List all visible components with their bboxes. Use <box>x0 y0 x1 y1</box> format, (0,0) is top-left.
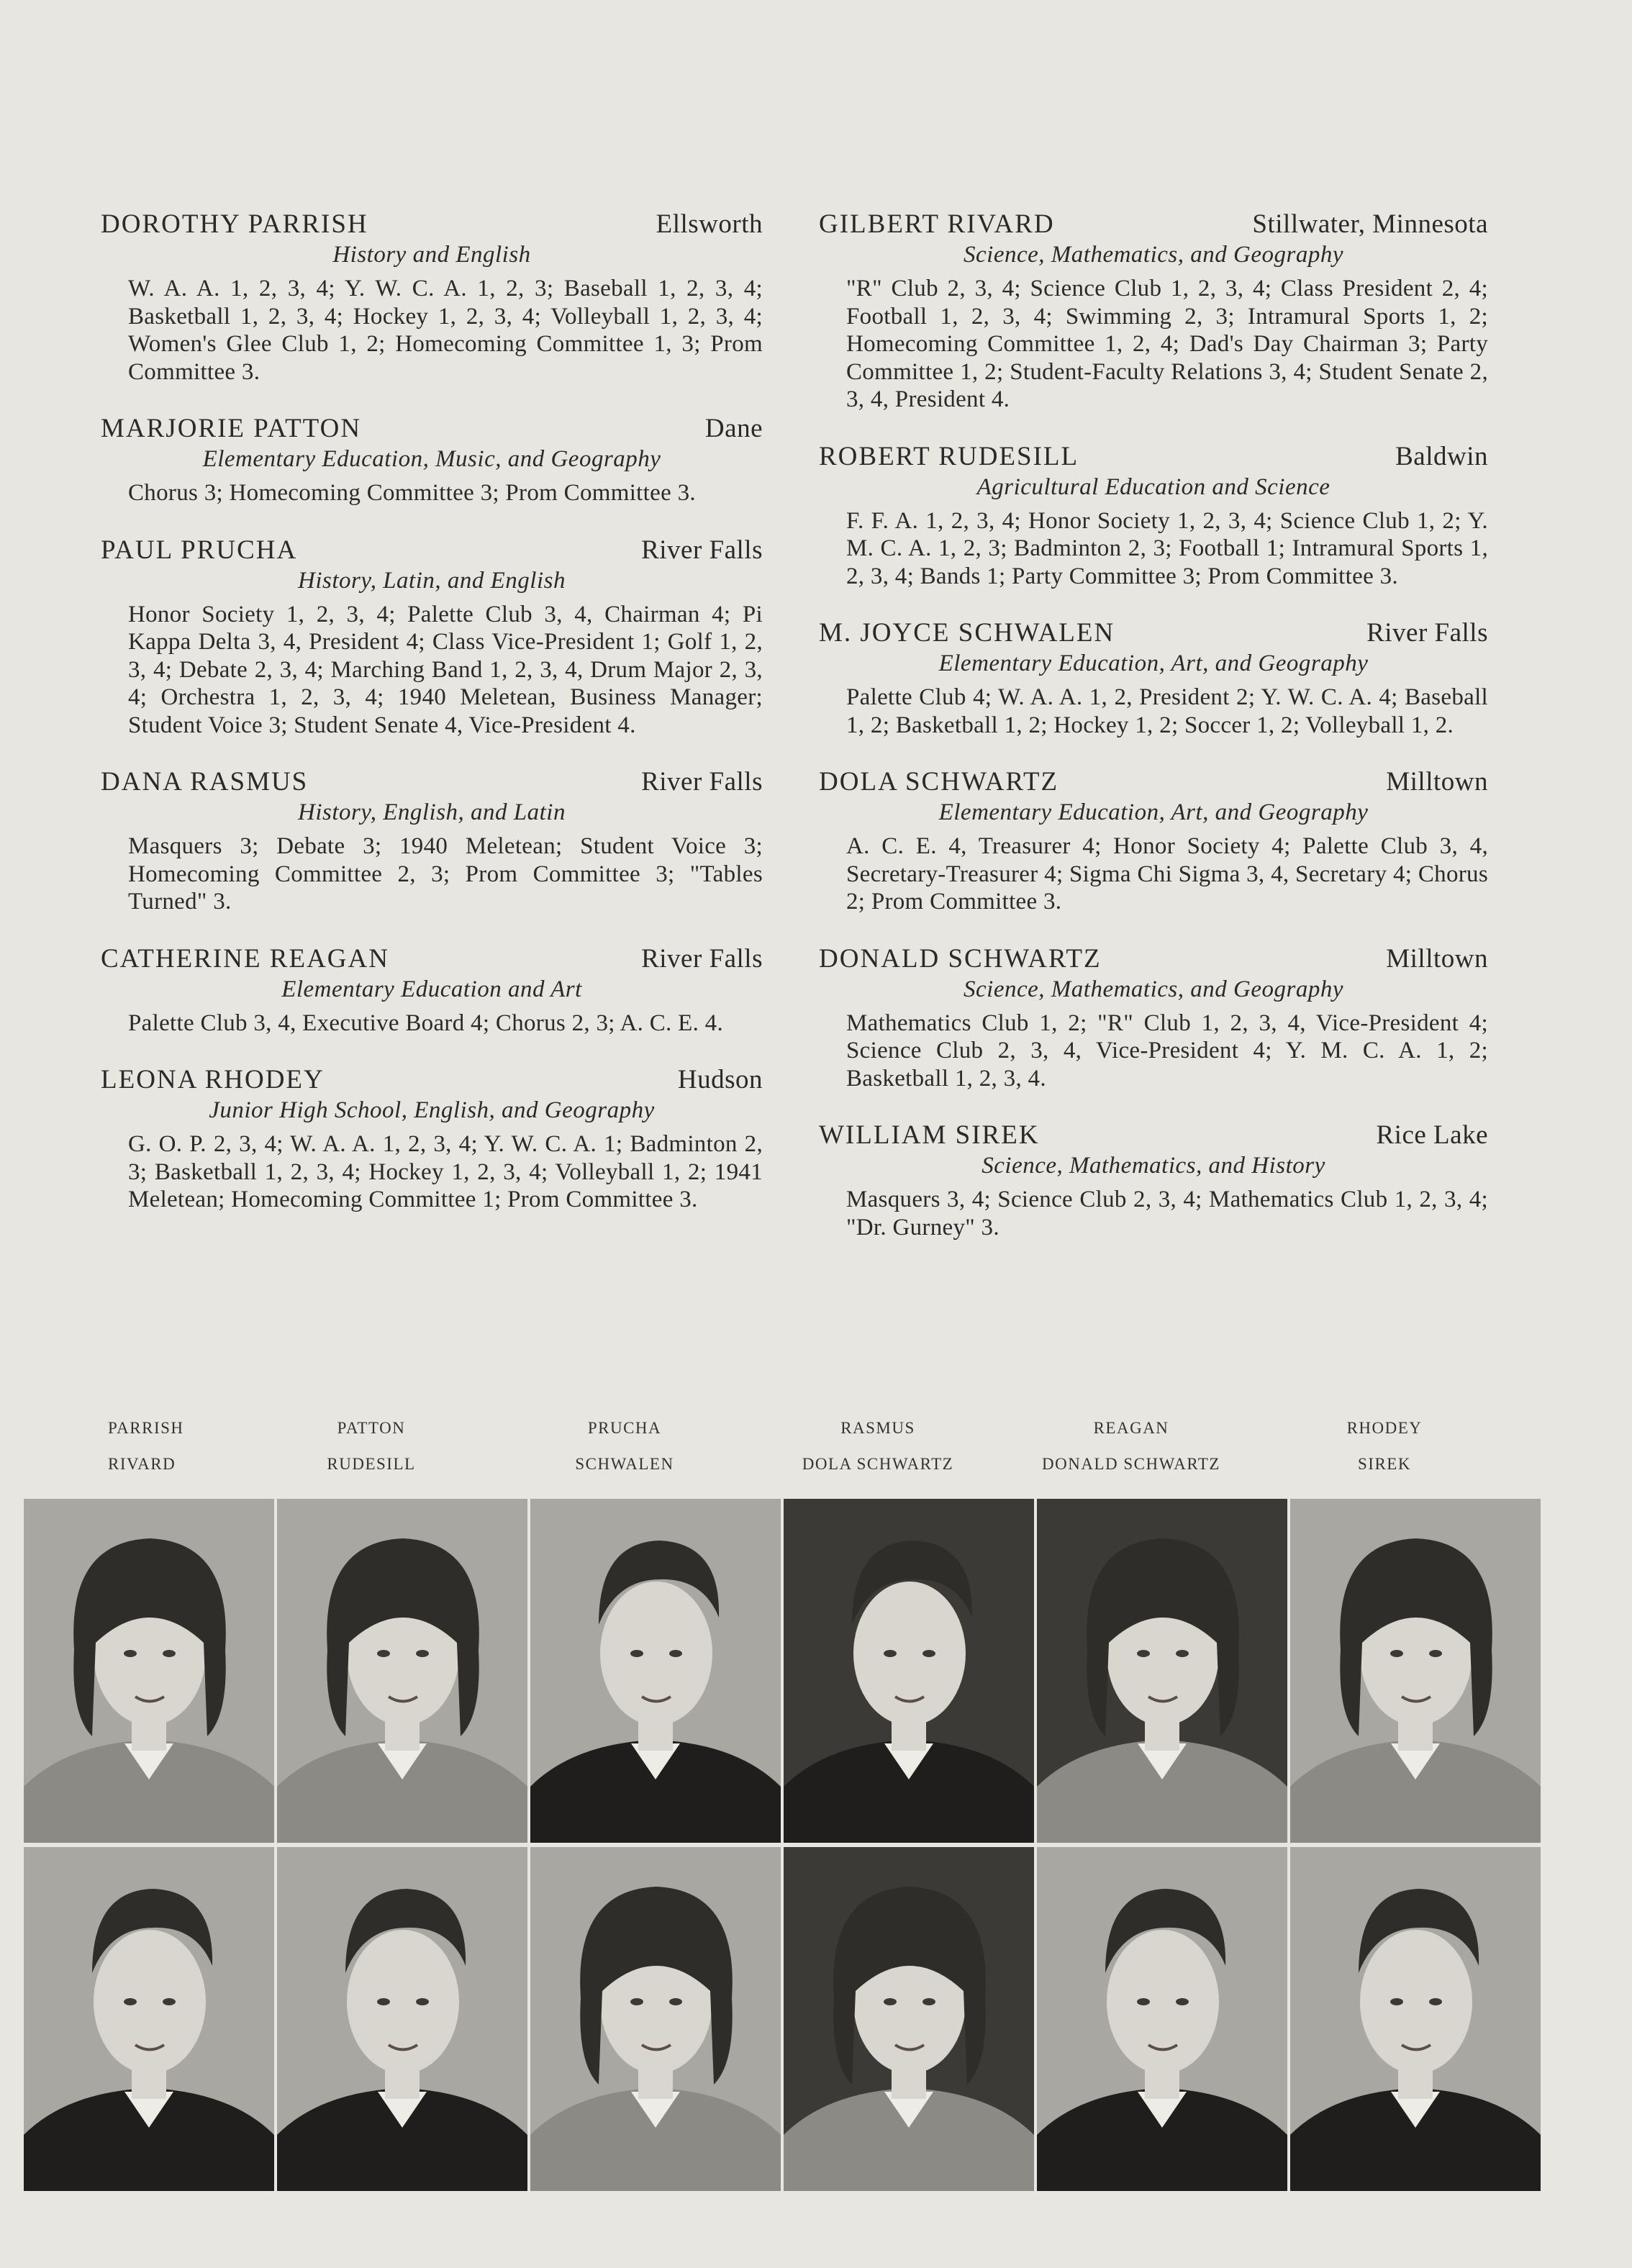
right-column <box>819 209 1488 1269</box>
student-hometown: Hudson <box>677 1065 763 1094</box>
student-major: Science, Mathematics, and Geography <box>964 242 1343 268</box>
student-entry <box>101 535 763 740</box>
student-portrait-photo <box>1037 1499 1287 1843</box>
student-entry <box>819 441 1488 591</box>
left-column <box>101 209 763 1241</box>
student-major: Agricultural Education and Science <box>976 473 1330 500</box>
student-hometown: Ellsworth <box>656 209 763 239</box>
student-hometown: River Falls <box>641 943 763 974</box>
student-hometown: River Falls <box>641 767 763 797</box>
photo-captions <box>29 1419 1612 1491</box>
photo-caption: RUDESILL <box>327 1455 416 1473</box>
student-hometown: Dane <box>704 414 763 443</box>
student-activities: "R" Club 2, 3, 4; Science Club 1, 2, 3, 4; Class President 2, 4; Football 1, 2, 3, 4; Swimming 2, 3; Intramural Sports 1, 2; Homecoming Committee 1, 2, 4; Dad's Day Chairman 3; Party Committee 1, 2; Student-Faculty Relations 3, 4; Student Senate 2, 3, 4, President 4. <box>846 276 1488 412</box>
photo-caption: DOLA SCHWARTZ <box>802 1455 954 1473</box>
student-major: Elementary Education, Art, and Geography <box>938 799 1369 825</box>
portrait-grid <box>24 1499 1541 2195</box>
student-activities: Honor Society 1, 2, 3, 4; Palette Club 3, 4, Chairman 4; Pi Kappa Delta 3, 4, President 4; Class Vice-President 1; Golf 1, 2, 3, 4; Debate 2, 3, 4; Marching Band 1, 2, 3, 4, Drum Major 2, 3, 4; Orchestra 1, 2, 3, 4; 1940 Meletean, Business Manager; Student Voice 3; Student Senate 4, Vice-President 4. <box>128 601 763 738</box>
student-name: DOLA SCHWARTZ <box>819 767 1059 797</box>
student-major: Elementary Education, Music, and Geography <box>202 446 661 472</box>
student-activities: A. C. E. 4, Treasurer 4; Honor Society 4; Palette Club 3, 4, Secretary-Treasurer 4; Sigma Chi Sigma 3, 4, Secretary 4; Chorus 2; Prom Committee 3. <box>846 833 1488 915</box>
student-major: Elementary Education and Art <box>281 976 582 1002</box>
student-activities: G. O. P. 2, 3, 4; W. A. A. 1, 2, 3, 4; Y. W. C. A. 1; Badminton 2, 3; Basketball 1, 2, 3, 4; Hockey 1, 2, 3, 4; Volleyball 1, 2; 1941 Meletean; Homecoming Committee 1; Prom Committee 3. <box>128 1131 763 1212</box>
student-major: Junior High School, English, and Geography <box>209 1097 655 1123</box>
student-major: Elementary Education, Art, and Geography <box>938 650 1369 676</box>
student-name: PAUL PRUCHA <box>101 535 298 565</box>
photo-caption: PARRISH <box>108 1419 184 1437</box>
student-entry <box>819 1120 1488 1241</box>
student-entry <box>819 209 1488 414</box>
photo-caption: DONALD SCHWARTZ <box>1042 1455 1220 1473</box>
student-portrait-photo <box>784 1499 1034 1843</box>
photo-caption: PRUCHA <box>587 1419 662 1437</box>
photo-caption: RHODEY <box>1346 1419 1423 1437</box>
caption-row-bottom <box>29 1455 1612 1491</box>
student-activities: Masquers 3, 4; Science Club 2, 3, 4; Mathematics Club 1, 2, 3, 4; "Dr. Gurney" 3. <box>846 1187 1488 1240</box>
student-name: GILBERT RIVARD <box>819 209 1055 239</box>
student-entry <box>101 413 763 507</box>
photo-caption: RIVARD <box>108 1455 176 1473</box>
student-name: DOROTHY PARRISH <box>101 209 368 239</box>
caption-row-top <box>29 1419 1612 1455</box>
student-name: LEONA RHODEY <box>101 1065 325 1094</box>
photo-caption: RASMUS <box>840 1419 915 1437</box>
student-name: M. JOYCE SCHWALEN <box>819 618 1115 648</box>
student-name: MARJORIE PATTON <box>101 414 362 443</box>
student-name: ROBERT RUDESILL <box>819 441 1079 471</box>
student-hometown: Milltown <box>1386 767 1488 797</box>
student-portrait-photo <box>277 1847 527 2191</box>
student-major: History, English, and Latin <box>298 799 566 825</box>
student-name: DONALD SCHWARTZ <box>819 943 1102 974</box>
student-entry <box>101 1064 763 1214</box>
photo-caption: SIREK <box>1358 1455 1411 1473</box>
student-major: Science, Mathematics, and History <box>982 1153 1325 1179</box>
student-major: History and English <box>332 242 531 268</box>
student-portrait-photo <box>784 1847 1034 2191</box>
student-portrait-photo <box>277 1499 527 1843</box>
student-portrait-photo <box>24 1847 274 2191</box>
student-portrait-photo <box>24 1499 274 1843</box>
student-name: DANA RASMUS <box>101 767 309 797</box>
student-entry <box>101 209 763 386</box>
student-portrait-photo <box>530 1847 781 2191</box>
student-entry <box>101 943 763 1038</box>
photo-caption: PATTON <box>337 1419 406 1437</box>
student-major: History, Latin, and English <box>298 567 566 594</box>
student-hometown: Rice Lake <box>1376 1120 1488 1150</box>
student-entry <box>819 943 1488 1093</box>
student-hometown: Stillwater, Minnesota <box>1252 209 1488 239</box>
student-activities: W. A. A. 1, 2, 3, 4; Y. W. C. A. 1, 2, 3; Baseball 1, 2, 3, 4; Basketball 1, 2, 3, 4; Hockey 1, 2, 3, 4; Volleyball 1, 2, 3, 4; Women's Glee Club 1, 2; Homecoming Committee 1, 3; Prom Committee 3. <box>128 276 763 385</box>
student-name: WILLIAM SIREK <box>819 1120 1040 1150</box>
student-hometown: Baldwin <box>1395 441 1488 471</box>
student-portrait-photo <box>530 1499 781 1843</box>
photo-caption: SCHWALEN <box>575 1455 674 1473</box>
student-entry <box>819 766 1488 916</box>
student-hometown: River Falls <box>641 535 763 565</box>
student-entry <box>819 617 1488 739</box>
student-activities: Chorus 3; Homecoming Committee 3; Prom Committee 3. <box>128 480 696 506</box>
student-activities: Mathematics Club 1, 2; "R" Club 1, 2, 3, 4, Vice-President 4; Science Club 2, 3, 4, Vice-President 4; Y. M. C. A. 1, 2; Basketball 1, 2, 3, 4. <box>846 1010 1488 1092</box>
student-activities: Masquers 3; Debate 3; 1940 Meletean; Student Voice 3; Homecoming Committee 2, 3; Prom Committee 3; "Tables Turned" 3. <box>128 833 763 915</box>
student-portrait-photo <box>1037 1847 1287 2191</box>
student-portrait-photo <box>1290 1847 1541 2191</box>
portrait-row-top <box>24 1499 1541 1843</box>
student-activities: Palette Club 3, 4, Executive Board 4; Chorus 2, 3; A. C. E. 4. <box>128 1010 724 1036</box>
student-major: Science, Mathematics, and Geography <box>964 976 1343 1002</box>
student-activities: F. F. A. 1, 2, 3, 4; Honor Society 1, 2, 3, 4; Science Club 1, 2; Y. M. C. A. 1, 2, 3; Badminton 2, 3; Football 1; Intramural Sports 1, 2, 3, 4; Bands 1; Party Committee 3; Prom Committee 3. <box>846 507 1488 589</box>
student-portrait-photo <box>1290 1499 1541 1843</box>
portrait-row-bottom <box>24 1847 1541 2191</box>
student-hometown: Milltown <box>1386 943 1488 974</box>
student-name: CATHERINE REAGAN <box>101 943 389 974</box>
student-entry <box>101 766 763 916</box>
student-activities: Palette Club 4; W. A. A. 1, 2, President 2; Y. W. C. A. 4; Baseball 1, 2; Basketball 1, 2; Hockey 1, 2; Soccer 1, 2; Volleyball 1, 2. <box>846 684 1488 738</box>
photo-caption: REAGAN <box>1093 1419 1169 1437</box>
student-hometown: River Falls <box>1366 618 1488 648</box>
